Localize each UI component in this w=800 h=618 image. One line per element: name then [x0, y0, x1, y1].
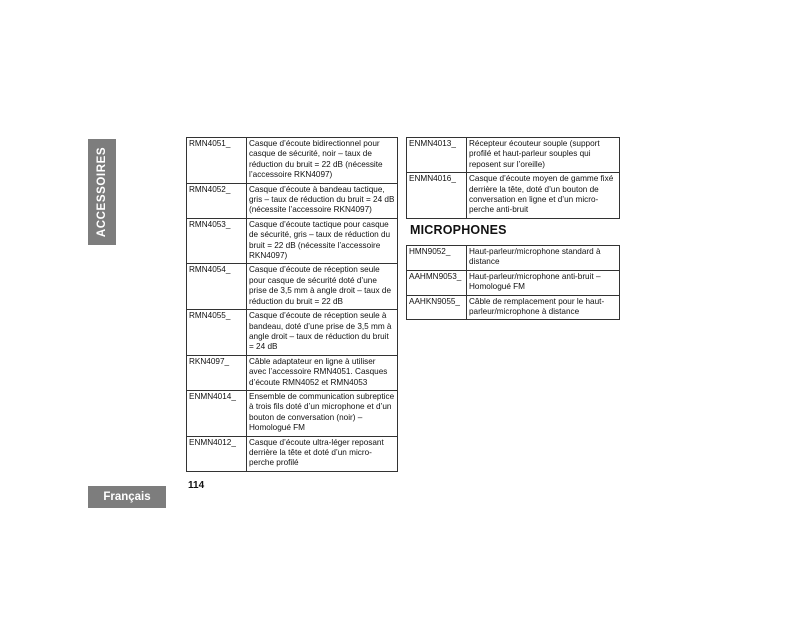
table-row	[407, 173, 620, 219]
table-row	[187, 264, 398, 310]
part-number-cell: AAHMN9053_	[407, 270, 467, 295]
description-cell: Haut-parleur/microphone anti-bruit – Homologué FM	[467, 270, 620, 295]
accessories-table-left	[186, 137, 398, 472]
table-row	[187, 183, 398, 218]
part-number-cell: RMN4055_	[187, 310, 247, 356]
part-number-cell: RKN4097_	[187, 355, 247, 390]
part-number-cell: RMN4053_	[187, 218, 247, 264]
microphones-heading: MICROPHONES	[410, 223, 507, 237]
part-number-cell: ENMN4012_	[187, 436, 247, 471]
description-cell: Haut-parleur/microphone standard à distance	[467, 246, 620, 271]
language-tab: Français	[88, 486, 166, 508]
part-number-cell: ENMN4013_	[407, 138, 467, 173]
description-cell: Récepteur écouteur souple (support profilé et haut-parleur souples qui reposent sur l’oreille)	[467, 138, 620, 173]
table-row	[407, 295, 620, 320]
description-cell: Ensemble de communication subreptice à trois fils doté d’un microphone et d’un bouton de conversation (noir) – Homologué FM	[247, 390, 398, 436]
table-row	[407, 246, 620, 271]
section-side-tab	[88, 139, 116, 245]
table-row	[187, 310, 398, 356]
table-row	[407, 138, 620, 173]
table-row	[187, 436, 398, 471]
part-number-cell: RMN4051_	[187, 138, 247, 184]
part-number-cell: RMN4052_	[187, 183, 247, 218]
table-row	[187, 138, 398, 184]
part-number-cell: ENMN4014_	[187, 390, 247, 436]
table-row	[187, 355, 398, 390]
part-number-cell: RMN4054_	[187, 264, 247, 310]
part-number-cell: ENMN4016_	[407, 173, 467, 219]
section-tab-label: ACCESSOIRES	[96, 146, 108, 238]
microphones-table	[406, 245, 620, 320]
table-row	[187, 218, 398, 264]
table-row	[187, 390, 398, 436]
description-cell: Casque d’écoute tactique pour casque de sécurité, gris – taux de réduction du bruit = 22 dB (nécessite l’accessoire RKN4097)	[247, 218, 398, 264]
description-cell: Câble de remplacement pour le haut-parleur/microphone à distance	[467, 295, 620, 320]
description-cell: Casque d’écoute de réception seule à bandeau, doté d’une prise de 3,5 mm à angle droit – taux de réduction du bruit = 24 dB	[247, 310, 398, 356]
accessories-table-right	[406, 137, 620, 219]
part-number-cell: HMN9052_	[407, 246, 467, 271]
description-cell: Casque d’écoute moyen de gamme fixé derrière la tête, doté d’un bouton de conversation en ligne et d’un micro-perche anti-bruit	[467, 173, 620, 219]
page-number: 114	[188, 480, 205, 491]
table-row	[407, 270, 620, 295]
description-cell: Casque d’écoute bidirectionnel pour casque de sécurité, noir – taux de réduction du bruit = 22 dB (nécessite l’accessoire RKN4097)	[247, 138, 398, 184]
description-cell: Casque d’écoute de réception seule pour casque de sécurité doté d’une prise de 3,5 mm à angle droit – taux de réduction du bruit = 22 dB	[247, 264, 398, 310]
description-cell: Casque d’écoute ultra-léger reposant derrière la tête et doté d’un micro-perche profilé	[247, 436, 398, 471]
description-cell: Câble adaptateur en ligne à utiliser avec l’accessoire RMN4051. Casques d’écoute RMN4052 et RMN4053	[247, 355, 398, 390]
description-cell: Casque d’écoute à bandeau tactique, gris – taux de réduction du bruit = 24 dB (nécessite l’accessoire RKN4097)	[247, 183, 398, 218]
part-number-cell: AAHKN9055_	[407, 295, 467, 320]
